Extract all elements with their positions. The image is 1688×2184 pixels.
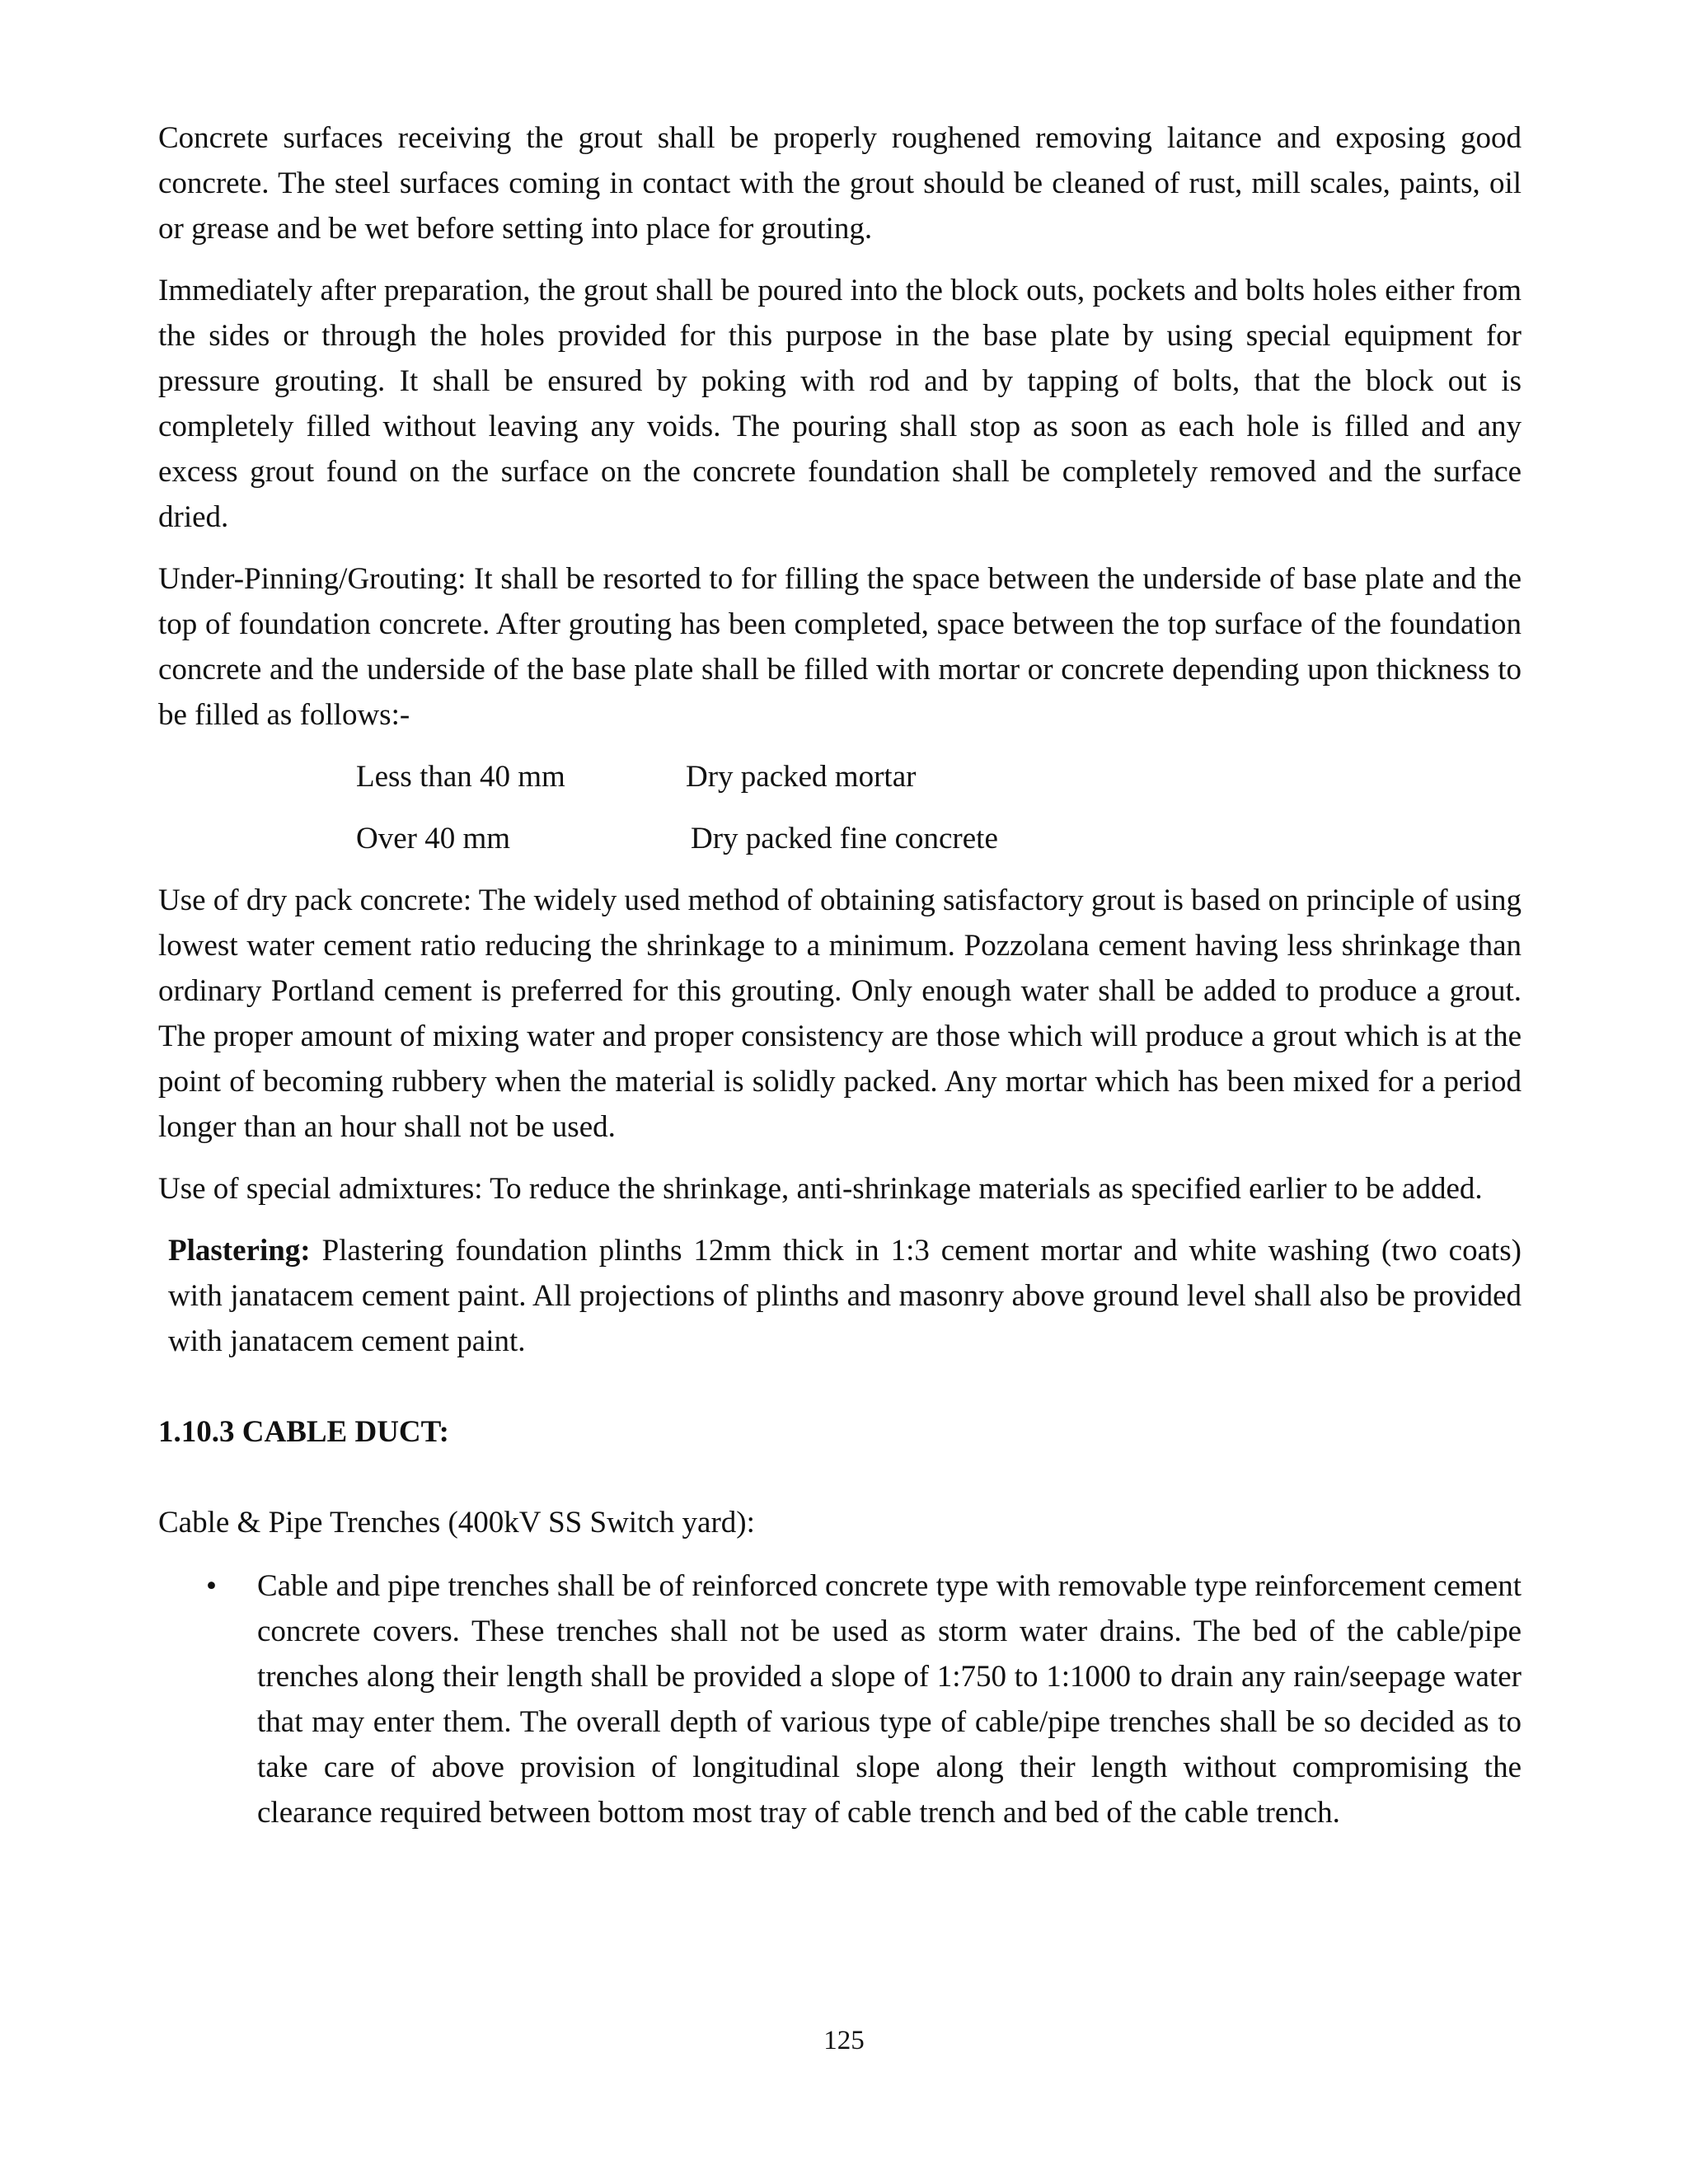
- thickness-material: Dry packed fine concrete: [691, 822, 998, 855]
- plastering-label: Plastering:: [168, 1234, 311, 1268]
- list-item-text: Cable and pipe trenches shall be of reinforced concrete type with removable type reinforcement cement concrete covers. These trenches shall not be used as storm water drains. The bed of the cable/pipe trenches along their length shall be provided a slope of 1:750 to 1:1000 to drain any rain/seepage water that may enter them. The overall depth of various type of cable/pipe trenches shall be so decided as to take care of above provision of longitudinal slope along their length without compromising the clearance required between bottom most tray of cable trench and bed of the cable trench.: [257, 1569, 1522, 1830]
- thickness-row: [356, 754, 1522, 799]
- page-number: 125: [823, 2026, 865, 2055]
- section-subheading: Cable & Pipe Trenches (400kV SS Switch yard):: [158, 1506, 755, 1540]
- paragraph-under-pinning: Under-Pinning/Grouting: It shall be resorted to for filling the space between the underside of base plate and the top of foundation concrete. After grouting has been completed, space between the top surface of the foundation concrete and the underside of the base plate shall be filled with mortar or concrete depending upon thickness to be filled as follows:-: [158, 562, 1522, 732]
- bullet-icon: •: [206, 1569, 217, 1603]
- document-page: [158, 115, 1522, 1835]
- thickness-material: Dry packed mortar: [686, 760, 917, 794]
- section-heading: 1.10.3 CABLE DUCT:: [158, 1415, 449, 1449]
- thickness-value: Over 40 mm: [356, 822, 511, 855]
- paragraph-admixtures: Use of special admixtures: To reduce the shrinkage, anti-shrinkage materials as specified earlier to be added.: [158, 1172, 1483, 1206]
- thickness-value: Less than 40 mm: [356, 760, 565, 794]
- paragraph-grout-surface: Concrete surfaces receiving the grout shall be properly roughened removing laitance and exposing good concrete. The steel surfaces coming in contact with the grout should be cleaned of rust, mill scales, paints, oil or grease and be wet before setting into place for grouting.: [158, 121, 1522, 246]
- paragraph-grout-pouring: Immediately after preparation, the grout shall be poured into the block outs, pockets and bolts holes either from the sides or through the holes provided for this purpose in the base plate by using special equipment for pressure grouting. It shall be ensured by poking with rod and by tapping of bolts, that the block out is completely filled without leaving any voids. The pouring shall stop as soon as each hole is filled and any excess grout found on the surface on the concrete foundation shall be completely removed and the surface dried.: [158, 274, 1522, 534]
- plastering-text: Plastering foundation plinths 12mm thick in 1:3 cement mortar and white washing (two coats) with janatacem cement paint. All projections of plinths and masonry above ground level shall also be provided with janatacem cement paint.: [168, 1234, 1522, 1358]
- thickness-row: [356, 816, 1522, 861]
- paragraph-dry-pack: Use of dry pack concrete: The widely used method of obtaining satisfactory grout is based on principle of using lowest water cement ratio reducing the shrinkage to a minimum. Pozzolana cement having less shrinkage than ordinary Portland cement is preferred for this grouting. Only enough water shall be added to produce a grout. The proper amount of mixing water and proper consistency are those which will produce a grout which is at the point of becoming rubbery when the material is solidly packed. Any mortar which has been mixed for a period longer than an hour shall not be used.: [158, 883, 1522, 1144]
- list-item: [158, 1563, 1522, 1835]
- paragraph-plastering: [158, 1228, 1522, 1364]
